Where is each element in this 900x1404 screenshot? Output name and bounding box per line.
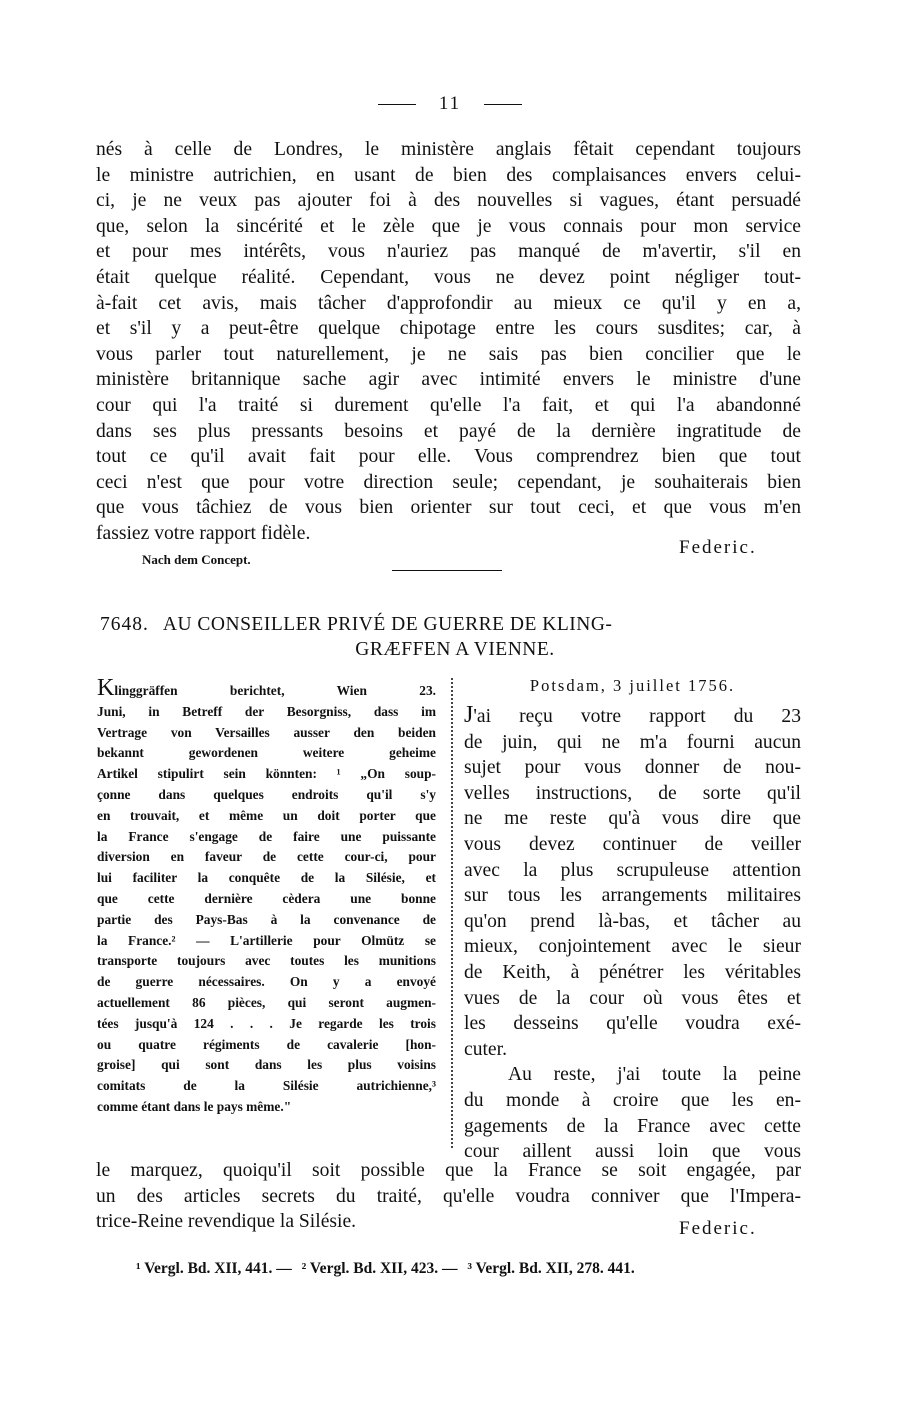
text-line: vous parler tout naturellement, je ne sais pas bien concilier que le (96, 343, 801, 365)
summary-line: groise] qui sont dans les plus voisins (97, 1057, 436, 1073)
letter-line: sur tous les arrangements militaires (464, 885, 801, 907)
summary-line: actuellement 86 pièces, qui seront augmen- (97, 994, 436, 1010)
summary-line: Juni, in Betreff der Besorgniss, dass im (97, 703, 436, 719)
letter-line: vues de la cour où vous êtes et (464, 987, 801, 1009)
text-line: ceci n'est que pour votre direction seule; cependant, je souhaiterais bien (96, 471, 801, 493)
header-rule-right (484, 104, 522, 105)
text-line: nés à celle de Londres, le ministère anglais fêtait cependant toujours (96, 139, 801, 160)
summary-line: que cette dernière cèdera une bonne (97, 890, 436, 906)
summary-line: Artikel stipulirt sein könnten: ¹ „On soup- (97, 766, 436, 782)
letter-line: gagements de la France avec cette (464, 1115, 801, 1137)
text-line: trice-Reine revendique la Silésie. (96, 1211, 357, 1233)
summary-line-text: linggräffen berichtet, Wien 23. (114, 683, 436, 698)
letter-line: mieux, conjointement avec le sieur (464, 936, 801, 958)
text-line: un des articles secrets du traité, qu'elle voudra conniver que l'Impera- (96, 1185, 801, 1207)
document-number: 7648. (100, 614, 149, 635)
signature: Federic. (679, 537, 757, 558)
text-line: était quelque réalité. Cependant, vous ne devez point négliger tout- (96, 266, 801, 288)
letter-line: sujet pour vous donner de nou- (464, 757, 801, 779)
footnote: ¹ Vergl. Bd. XII, 441. — (136, 1260, 292, 1277)
footnote: ² Vergl. Bd. XII, 423. — (301, 1260, 458, 1277)
summary-line: çonne dans quelques endroits qu'il s'y (97, 786, 436, 802)
summary-line: comitats de la Silésie autrichienne,³ (97, 1078, 436, 1094)
heading-text-1: AU CONSEILLER PRIVÉ DE GUERRE DE KLING- (162, 614, 613, 635)
summary-line: bekannt gewordenen weitere geheime (97, 745, 436, 761)
text-line: le marquez, quoiqu'il soit possible que la France se soit engagée, par (96, 1160, 801, 1181)
text-line: que vous tâchiez de vous bien orienter sur tout ceci, et que vous m'en (96, 497, 801, 519)
page-number: 11 (438, 93, 462, 114)
letter-line: de Keith, à pénétrer les véritables (464, 961, 801, 983)
text-line: ci, je ne veux pas ajouter foi à des nouvelles si vagues, étant persuadé (96, 190, 801, 212)
dateline: Potsdam, 3 juillet 1756. (529, 676, 736, 695)
summary-line: partie des Pays-Bas à la convenance de (97, 911, 436, 927)
letter-line: ne me reste qu'à vous dire que (464, 808, 801, 830)
summary-dropcap: K (97, 675, 115, 701)
letter-line: de juin, qui ne m'a fourni aucun (464, 731, 801, 753)
heading-line-1 (100, 612, 800, 637)
text-line: cour qui l'a traité si durement qu'elle l'a fait, et qui l'a abandonné (96, 394, 801, 416)
letter-line (464, 703, 801, 730)
report-summary (97, 675, 436, 1118)
footnotes (136, 1260, 804, 1278)
summary-line: diversion en faveur de cette cour-ci, pour (97, 849, 436, 865)
text-line: tout ce qu'il avait fait pour elle. Vous comprendrez bien que tout (96, 446, 801, 468)
summary-line (97, 675, 436, 702)
text-line: que, selon la sincérité et le zèle que je vous connais pour mon service (96, 215, 801, 237)
summary-line: de guerre nécessaires. On y a envoyé (97, 974, 436, 990)
letter-line: avec la plus scrupuleuse attention (464, 859, 801, 881)
summary-line: lui faciliter la conquête de la Silésie, et (97, 870, 436, 886)
letter-line: qu'on prend là-bas, et tâcher au (464, 910, 801, 932)
text-line: le ministre autrichien, en usant de bien des complaisances envers celui- (96, 164, 801, 186)
letter-line: Au reste, j'ai toute la peine (508, 1064, 801, 1086)
text-line: dans ses plus pressants besoins et payé de la dernière ingratitude de (96, 420, 801, 442)
letter-line: cuter. (464, 1038, 507, 1060)
summary-line: la France s'engage de faire une puissante (97, 828, 436, 844)
text-line: ministère britannique sache agir avec intimité envers le ministre d'une (96, 369, 801, 391)
summary-line: tées jusqu'à 124 . . . Je regarde les trois (97, 1015, 436, 1031)
text-line: fassiez votre rapport fidèle. (96, 522, 311, 544)
letter-dropcap: J (464, 702, 474, 728)
letter-line: du monde à croire que les en- (464, 1089, 801, 1111)
heading-line-2: GRÆFFEN A VIENNE. (355, 639, 555, 660)
text-line: et s'il y a peut-être quelque chipotage entre les cours susdites; car, à (96, 318, 801, 340)
summary-line: transporte toujours avec toutes les munitions (97, 953, 436, 969)
page-header (0, 93, 900, 115)
summary-line: comme étant dans le pays même." (97, 1098, 292, 1114)
letter-line: vous devez continuer de veiller (464, 833, 801, 855)
summary-line: ou quatre régiments de cavalerie [hon- (97, 1036, 436, 1052)
letter-continuation-paragraph (96, 137, 801, 547)
header-rule-left (378, 104, 416, 105)
letter-line: les desseins qu'elle voudra exé- (464, 1013, 801, 1035)
footnote: ³ Vergl. Bd. XII, 278. 441. (467, 1260, 635, 1277)
text-line: à-fait cet avis, mais tâcher d'approfondir au mieux ce qu'il y en a, (96, 292, 801, 314)
source-note: Nach dem Concept. (142, 552, 251, 567)
document-heading (100, 612, 800, 662)
letter-line: velles instructions, de sorte qu'il (464, 782, 801, 804)
letter-line-text: 'ai reçu votre rapport du 23 (473, 706, 801, 727)
text-line: et pour mes intérêts, vous n'auriez pas manqué de m'avertir, s'il en (96, 241, 801, 263)
signature: Federic. (679, 1218, 757, 1239)
section-divider (392, 570, 502, 571)
summary-line: en trouvait, et même un doit porter que (97, 807, 436, 823)
column-separator (451, 678, 453, 1148)
summary-line: la France.² — L'artillerie pour Olmütz se (97, 932, 436, 948)
summary-line: Vertrage von Versailles ausser den beiden (97, 724, 436, 740)
letter-body (464, 703, 801, 1165)
letter-line: cour aillent aussi loin que vous (464, 1141, 801, 1163)
